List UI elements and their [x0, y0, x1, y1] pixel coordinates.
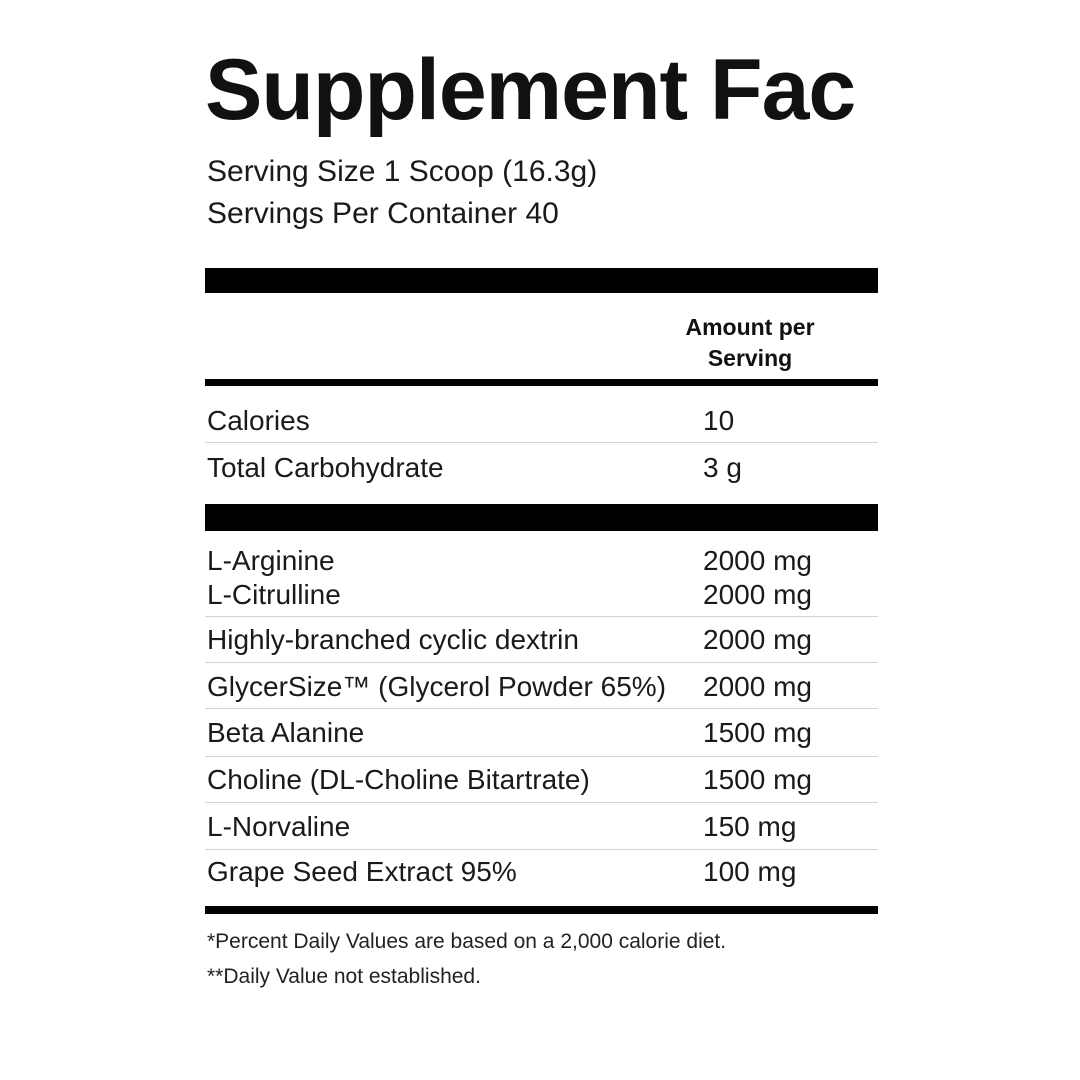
row-divider: [205, 849, 878, 850]
row-divider: [205, 662, 878, 663]
ingredient-amount: 2000 mg: [703, 671, 812, 702]
amount-header-line2: Serving: [707, 345, 793, 371]
ingredient-amount: 1500 mg: [703, 717, 812, 748]
ingredient-amount: 100 mg: [703, 856, 797, 887]
servings-per-container: Servings Per Container 40: [207, 197, 559, 230]
footnote-daily-values: *Percent Daily Values are based on a 2,000 calorie diet.: [207, 930, 727, 953]
ingredient-amount: 2000 mg: [703, 579, 812, 610]
ingredient-amount: 2000 mg: [703, 624, 812, 655]
ingredient-name: Grape Seed Extract 95%: [207, 856, 517, 887]
footnote-not-established: **Daily Value not established.: [207, 965, 481, 988]
ingredient-name: Choline (DL-Choline Bitartrate): [207, 764, 590, 795]
nutrient-amount: 10: [703, 405, 735, 436]
ingredient-name: L-Arginine: [207, 545, 335, 576]
label-title: Supplement Fac: [205, 42, 856, 138]
header-rule: [205, 379, 878, 386]
ingredient-amount: 1500 mg: [703, 764, 812, 795]
serving-size: Serving Size 1 Scoop (16.3g): [207, 155, 598, 188]
row-divider: [205, 756, 878, 757]
amount-header-line1: Amount per: [685, 314, 815, 340]
ingredient-amount: 2000 mg: [703, 545, 812, 576]
row-divider: [205, 442, 878, 443]
bottom-rule: [205, 906, 878, 914]
section-thick-rule: [205, 504, 878, 531]
top-thick-rule: [205, 268, 878, 293]
nutrient-name: Calories: [207, 405, 310, 436]
amount-per-serving-header: [660, 312, 840, 374]
row-divider: [205, 616, 878, 617]
ingredient-name: Beta Alanine: [207, 717, 365, 748]
row-divider: [205, 802, 878, 803]
ingredient-name: Highly-branched cyclic dextrin: [207, 624, 579, 655]
ingredient-amount: 150 mg: [703, 811, 797, 842]
row-divider: [205, 708, 878, 709]
ingredient-name: L-Citrulline: [207, 579, 341, 610]
nutrient-name: Total Carbohydrate: [207, 452, 444, 483]
nutrient-amount: 3 g: [703, 452, 742, 483]
ingredient-name: L-Norvaline: [207, 811, 351, 842]
ingredient-name: GlycerSize™ (Glycerol Powder 65%): [207, 671, 667, 702]
